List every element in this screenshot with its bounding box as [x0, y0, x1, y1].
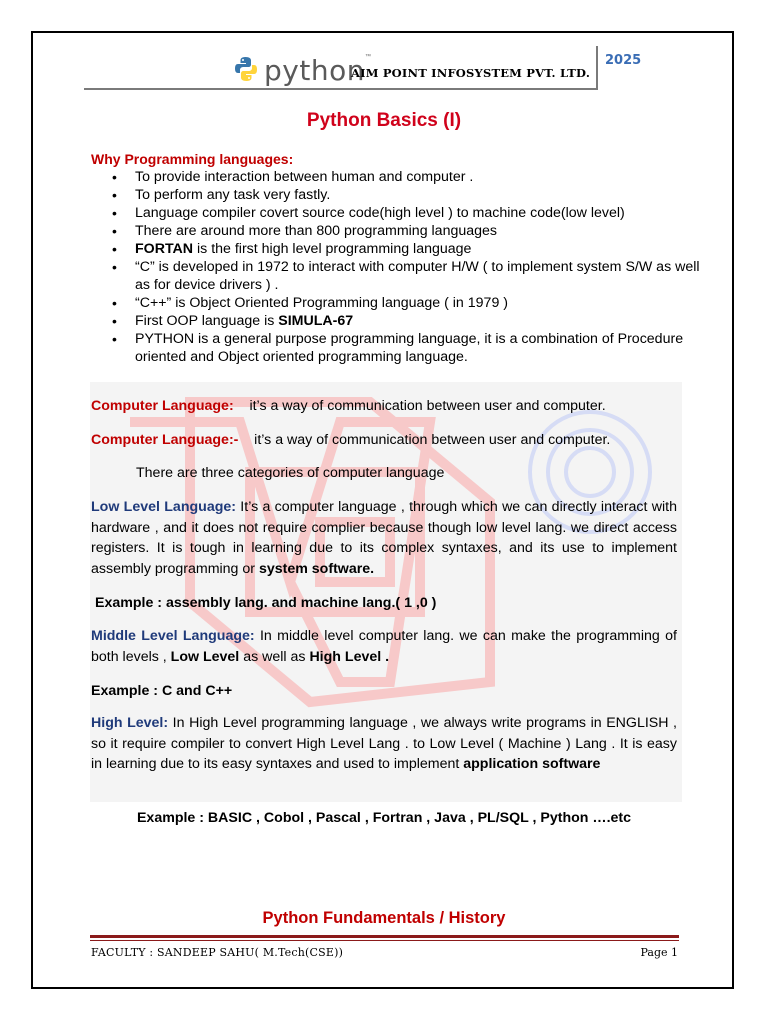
faculty-credit: FACULTY : SANDEEP SAHU( M.Tech(CSE)) [91, 946, 344, 959]
list-item: • To provide interaction between human and computer . [135, 168, 715, 186]
low-level-paragraph: Low Level Language: It’s a computer language , through which we can directly interact with hardware , and it does not require complier because though low level lang. we direct access registers. It is tough in learning due to its complex syntaxes, and its use to implement assembly programming or system software. [91, 499, 677, 577]
computer-language-1: Computer Language: it’s a way of communication between user and computer. [91, 398, 606, 414]
example-low-level: Example : assembly lang. and machine lang.( 1 ,0 ) [95, 595, 437, 611]
list-item: • First OOP language is SIMULA-67 [135, 312, 715, 330]
example-high-level: Example : BASIC , Cobol , Pascal , Fortran , Java , PL/SQL , Python ….etc [136, 810, 632, 826]
why-list [91, 168, 715, 366]
page-title: Python Basics (I) [306, 110, 462, 131]
list-item: • “C” is developed in 1972 to interact with computer H/W ( to implement system S/W as well as for device drivers ) . [135, 258, 715, 294]
footer-divider [90, 935, 679, 938]
python-wordmark: python [264, 54, 365, 87]
list-item: • PYTHON is a general purpose programming language, it is a combination of Procedure oriented and Object oriented programming language. [135, 330, 715, 366]
high-level-paragraph: High Level: In High Level programming language , we always write programs in ENGLISH , so it require compiler to convert High Level Lang . to Low Level ( Machine ) Lang . It is easy in learning due to its easy syntaxes and used to implement application software [91, 715, 678, 772]
footer-divider-thin [90, 940, 679, 941]
computer-language-2: Computer Language:- it’s a way of communication between user and computer. [91, 432, 611, 448]
middle-level-paragraph: Middle Level Language: In middle level computer lang. we can make the programming of both levels , Low Level as well as High Level . [91, 628, 677, 665]
header-divider [84, 88, 597, 90]
example-middle-level: Example : C and C++ [91, 683, 233, 699]
page-number: Page 1 [640, 946, 678, 959]
header-year: 2025 [605, 53, 642, 68]
company-name: AIM POINT INFOSYSTEM PVT. LTD. [351, 66, 591, 80]
header-vertical-divider [596, 46, 598, 90]
why-heading: Why Programming languages: [91, 151, 294, 167]
list-item: • Language compiler covert source code(high level ) to machine code(low level) [135, 204, 715, 222]
list-item: • There are around more than 800 programming languages [135, 222, 715, 240]
list-item: • “C++” is Object Oriented Programming language ( in 1979 ) [135, 294, 715, 312]
categories-text: There are three categories of computer language [136, 465, 445, 481]
python-snake-icon [234, 56, 258, 82]
next-section-title: Python Fundamentals / History [262, 909, 506, 927]
list-item: • FORTAN is the first high level programming language [135, 240, 715, 258]
list-item: • To perform any task very fastly. [135, 186, 715, 204]
trademark-mark: ™ [364, 54, 371, 60]
